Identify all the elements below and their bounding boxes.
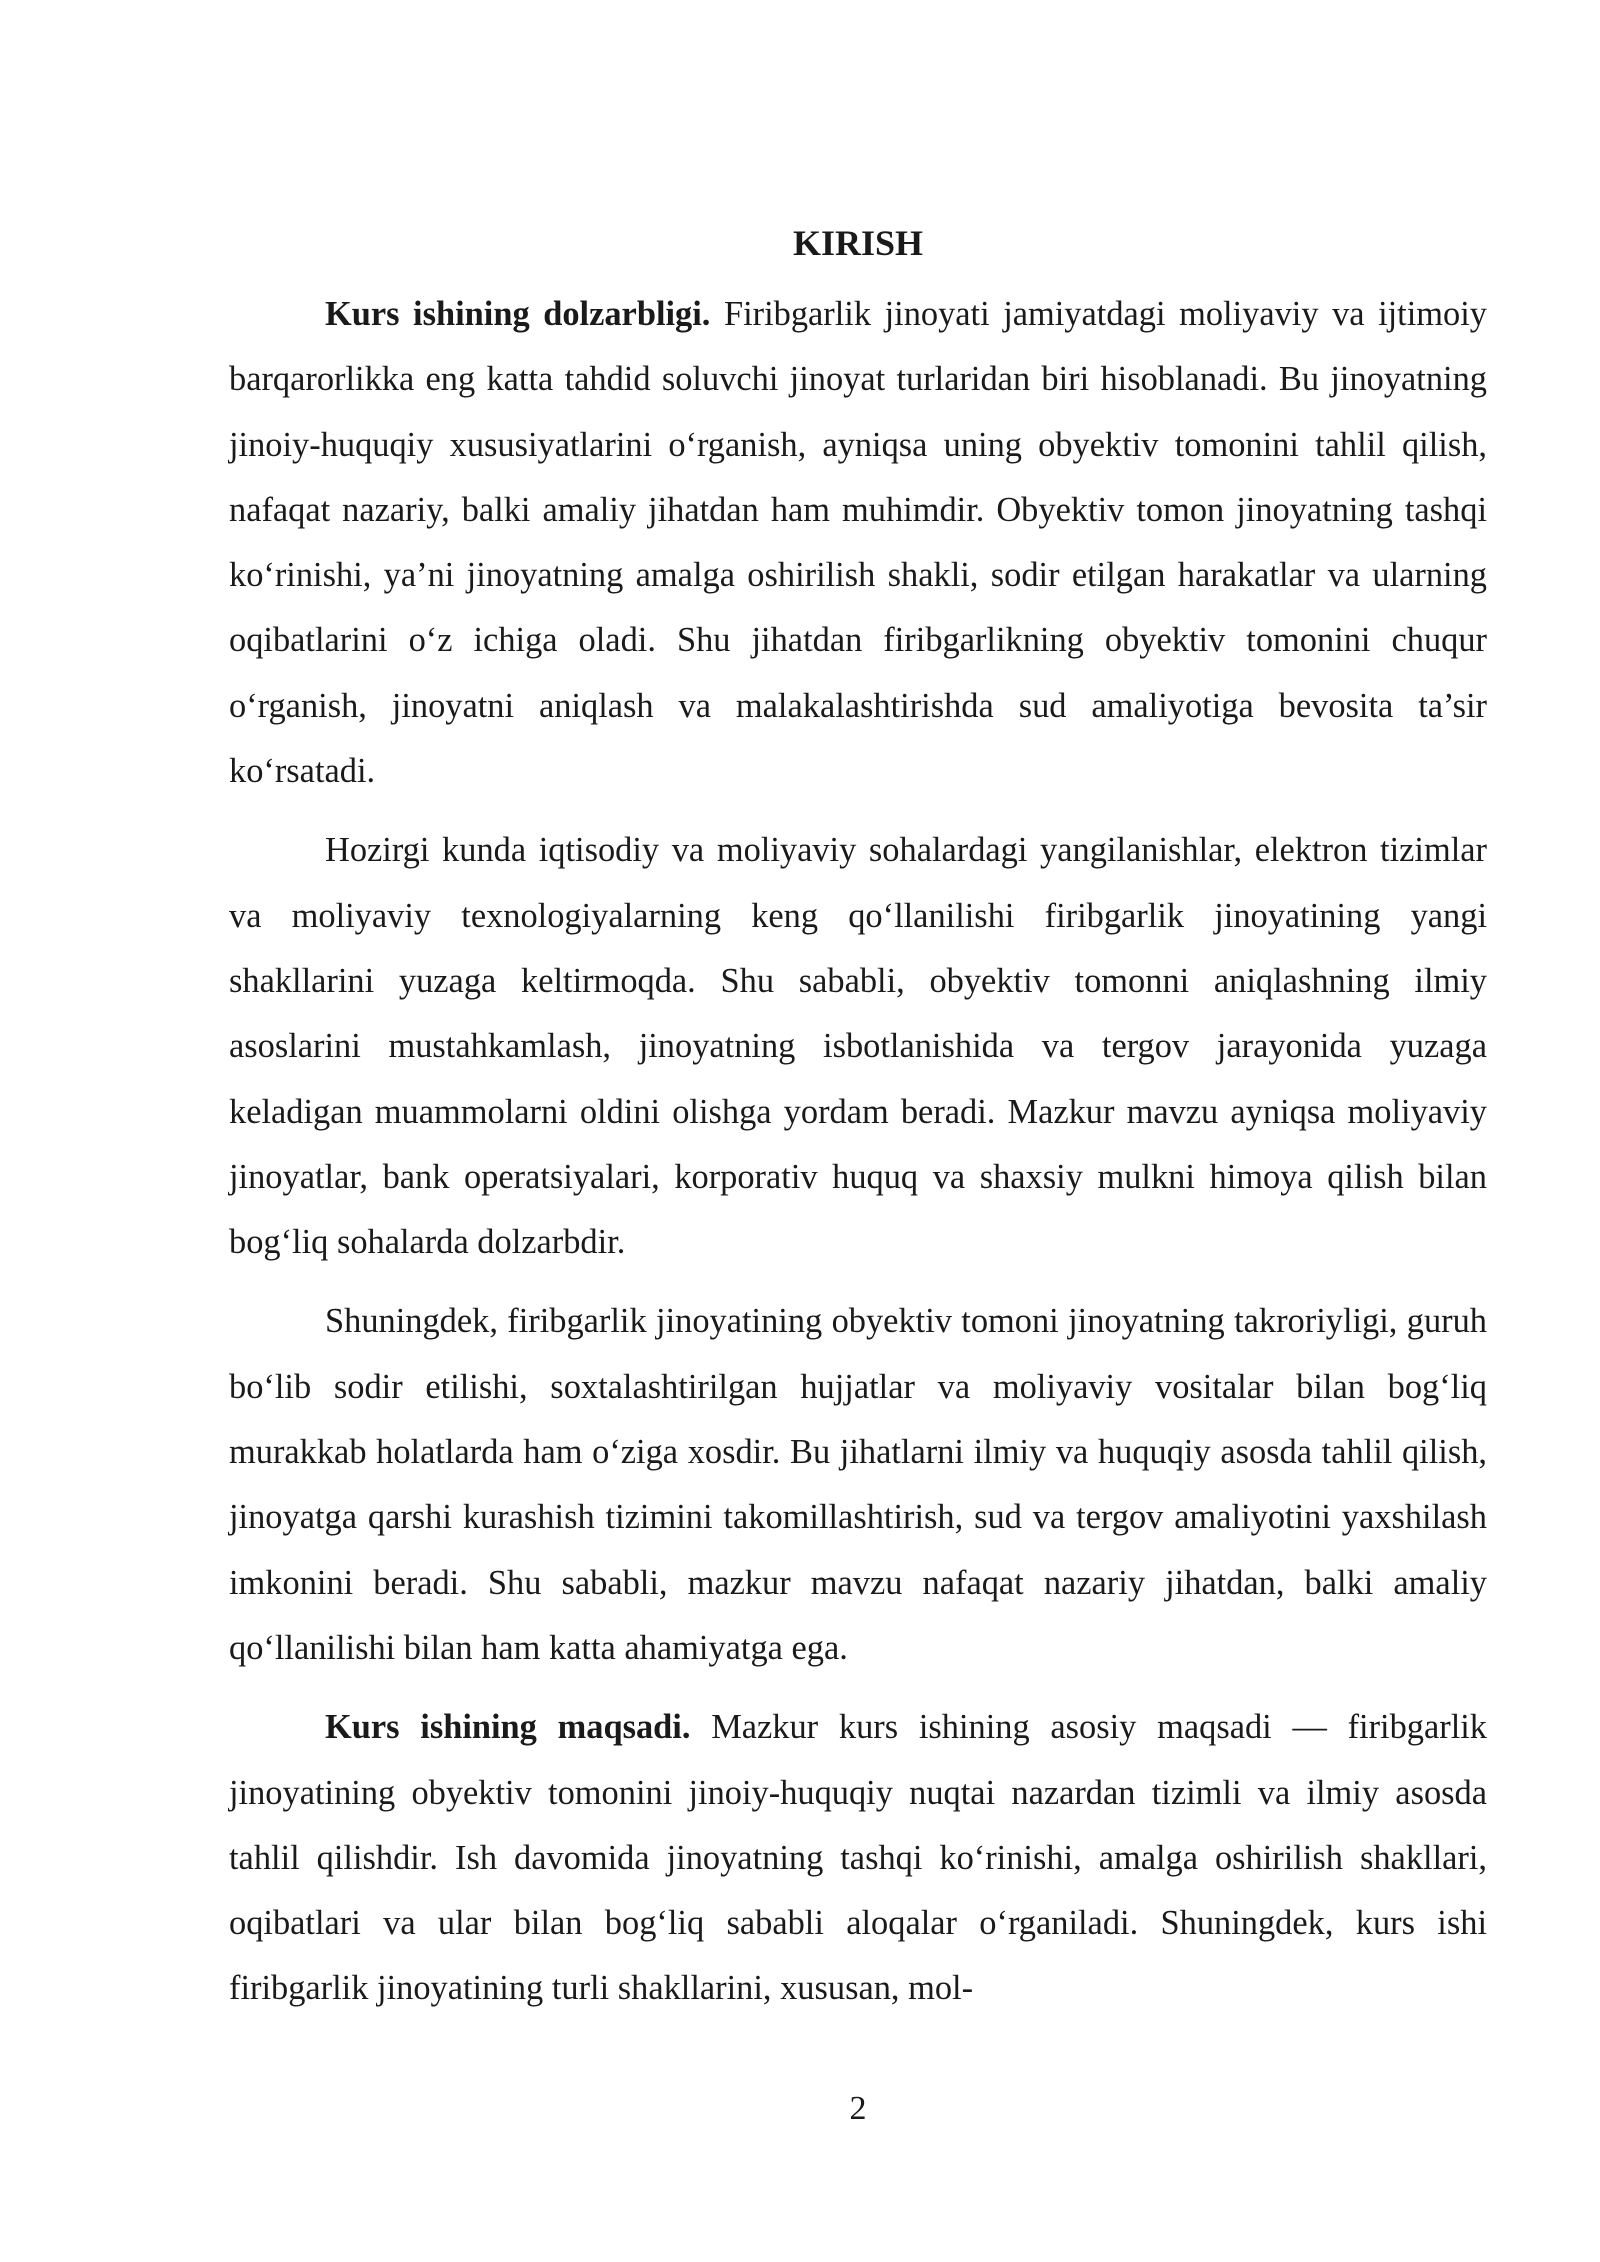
page-number: 2 [849, 2090, 867, 2127]
paragraph-lead: Kurs ishining dolzarbligi. [325, 295, 711, 333]
paragraph-relevance [229, 282, 1487, 804]
paragraph-text: Firibgarlik jinoyati jamiyatdagi moliyaviy va ijtimoiy barqarorlikka eng katta tahdid soluvchi jinoyat turlaridan biri hisoblanadi. Bu jinoyatning jinoiy-huquqiy xususiyatlarini oʻrganish, ayniqsa uning obyektiv tomonini tahlil qilish, nafaqat nazariy, balki amaliy jihatdan ham muhimdir. Obyektiv tomon jinoyatning tashqi koʻrinishi, ya’ni jinoyatning amalga oshirilish shakli, sodir etilgan harakatlar va ularning oqibatlarini oʻz ichiga oladi. Shu jihatdan firibgarlikning obyektiv tomonini chuqur oʻrganish, jinoyatni aniqlash va malakalashtirishda sud amaliyotiga bevosita ta’sir koʻrsatadi. [229, 295, 1487, 791]
page-content [229, 218, 1487, 2036]
paragraph-text: Shuningdek, firibgarlik jinoyatining obyektiv tomoni jinoyatning takroriyligi, guruh boʻlib sodir etilishi, soxtalashtirilgan hujjatlar va moliyaviy vositalar bilan bogʻliq murakkab holatlarda ham oʻziga xosdir. Bu jihatlarni ilmiy va huquqiy asosda tahlil qilish, jinoyatga qarshi kurashish tizimini takomillashtirish, sud va tergov amaliyotini yaxshilash imkonini beradi. Shu sababli, mazkur mavzu nafaqat nazariy jihatdan, balki amaliy qoʻllanilishi bilan ham katta ahamiyatga ega. [229, 1302, 1487, 1667]
paragraph-text: Hozirgi kunda iqtisodiy va moliyaviy sohalardagi yangilanishlar, elektron tizimlar va moliyaviy texnologiyalarning keng qoʻllanilishi firibgarlik jinoyatining yangi shakllarini yuzaga keltirmoqda. Shu sababli, obyektiv tomonni aniqlashning ilmiy asoslarini mustahkamlash, jinoyatning isbotlanishida va tergov jarayonida yuzaga keladigan muammolarni oldini olishga yordam beradi. Mazkur mavzu ayniqsa moliyaviy jinoyatlar, bank operatsiyalari, korporativ huquq va shaxsiy mulkni himoya qilish bilan bogʻliq sohalarda dolzarbdir. [229, 831, 1487, 1262]
paragraph-additional-aspects [229, 1289, 1487, 1681]
paragraph-lead: Kurs ishining maqsadi. [325, 1708, 691, 1747]
paragraph-goal [229, 1695, 1487, 2021]
paragraph-text: Mazkur kurs ishining asosiy maqsadi — firibgarlik jinoyatining obyektiv tomonini jinoiy-huquqiy nuqtai nazardan tizimli va ilmiy asosda tahlil qilishdir. Ish davomida jinoyatning tashqi koʻrinishi, amalga oshirilish shakllari, oqibatlari va ular bilan bogʻliq sababli aloqalar oʻrganiladi. Shuningdek, kurs ishi firibgarlik jinoyatining turli shakllarini, xususan, mol- [229, 1708, 1488, 2008]
section-heading: KIRISH [792, 223, 924, 263]
paragraph-current-situation [229, 818, 1487, 1275]
